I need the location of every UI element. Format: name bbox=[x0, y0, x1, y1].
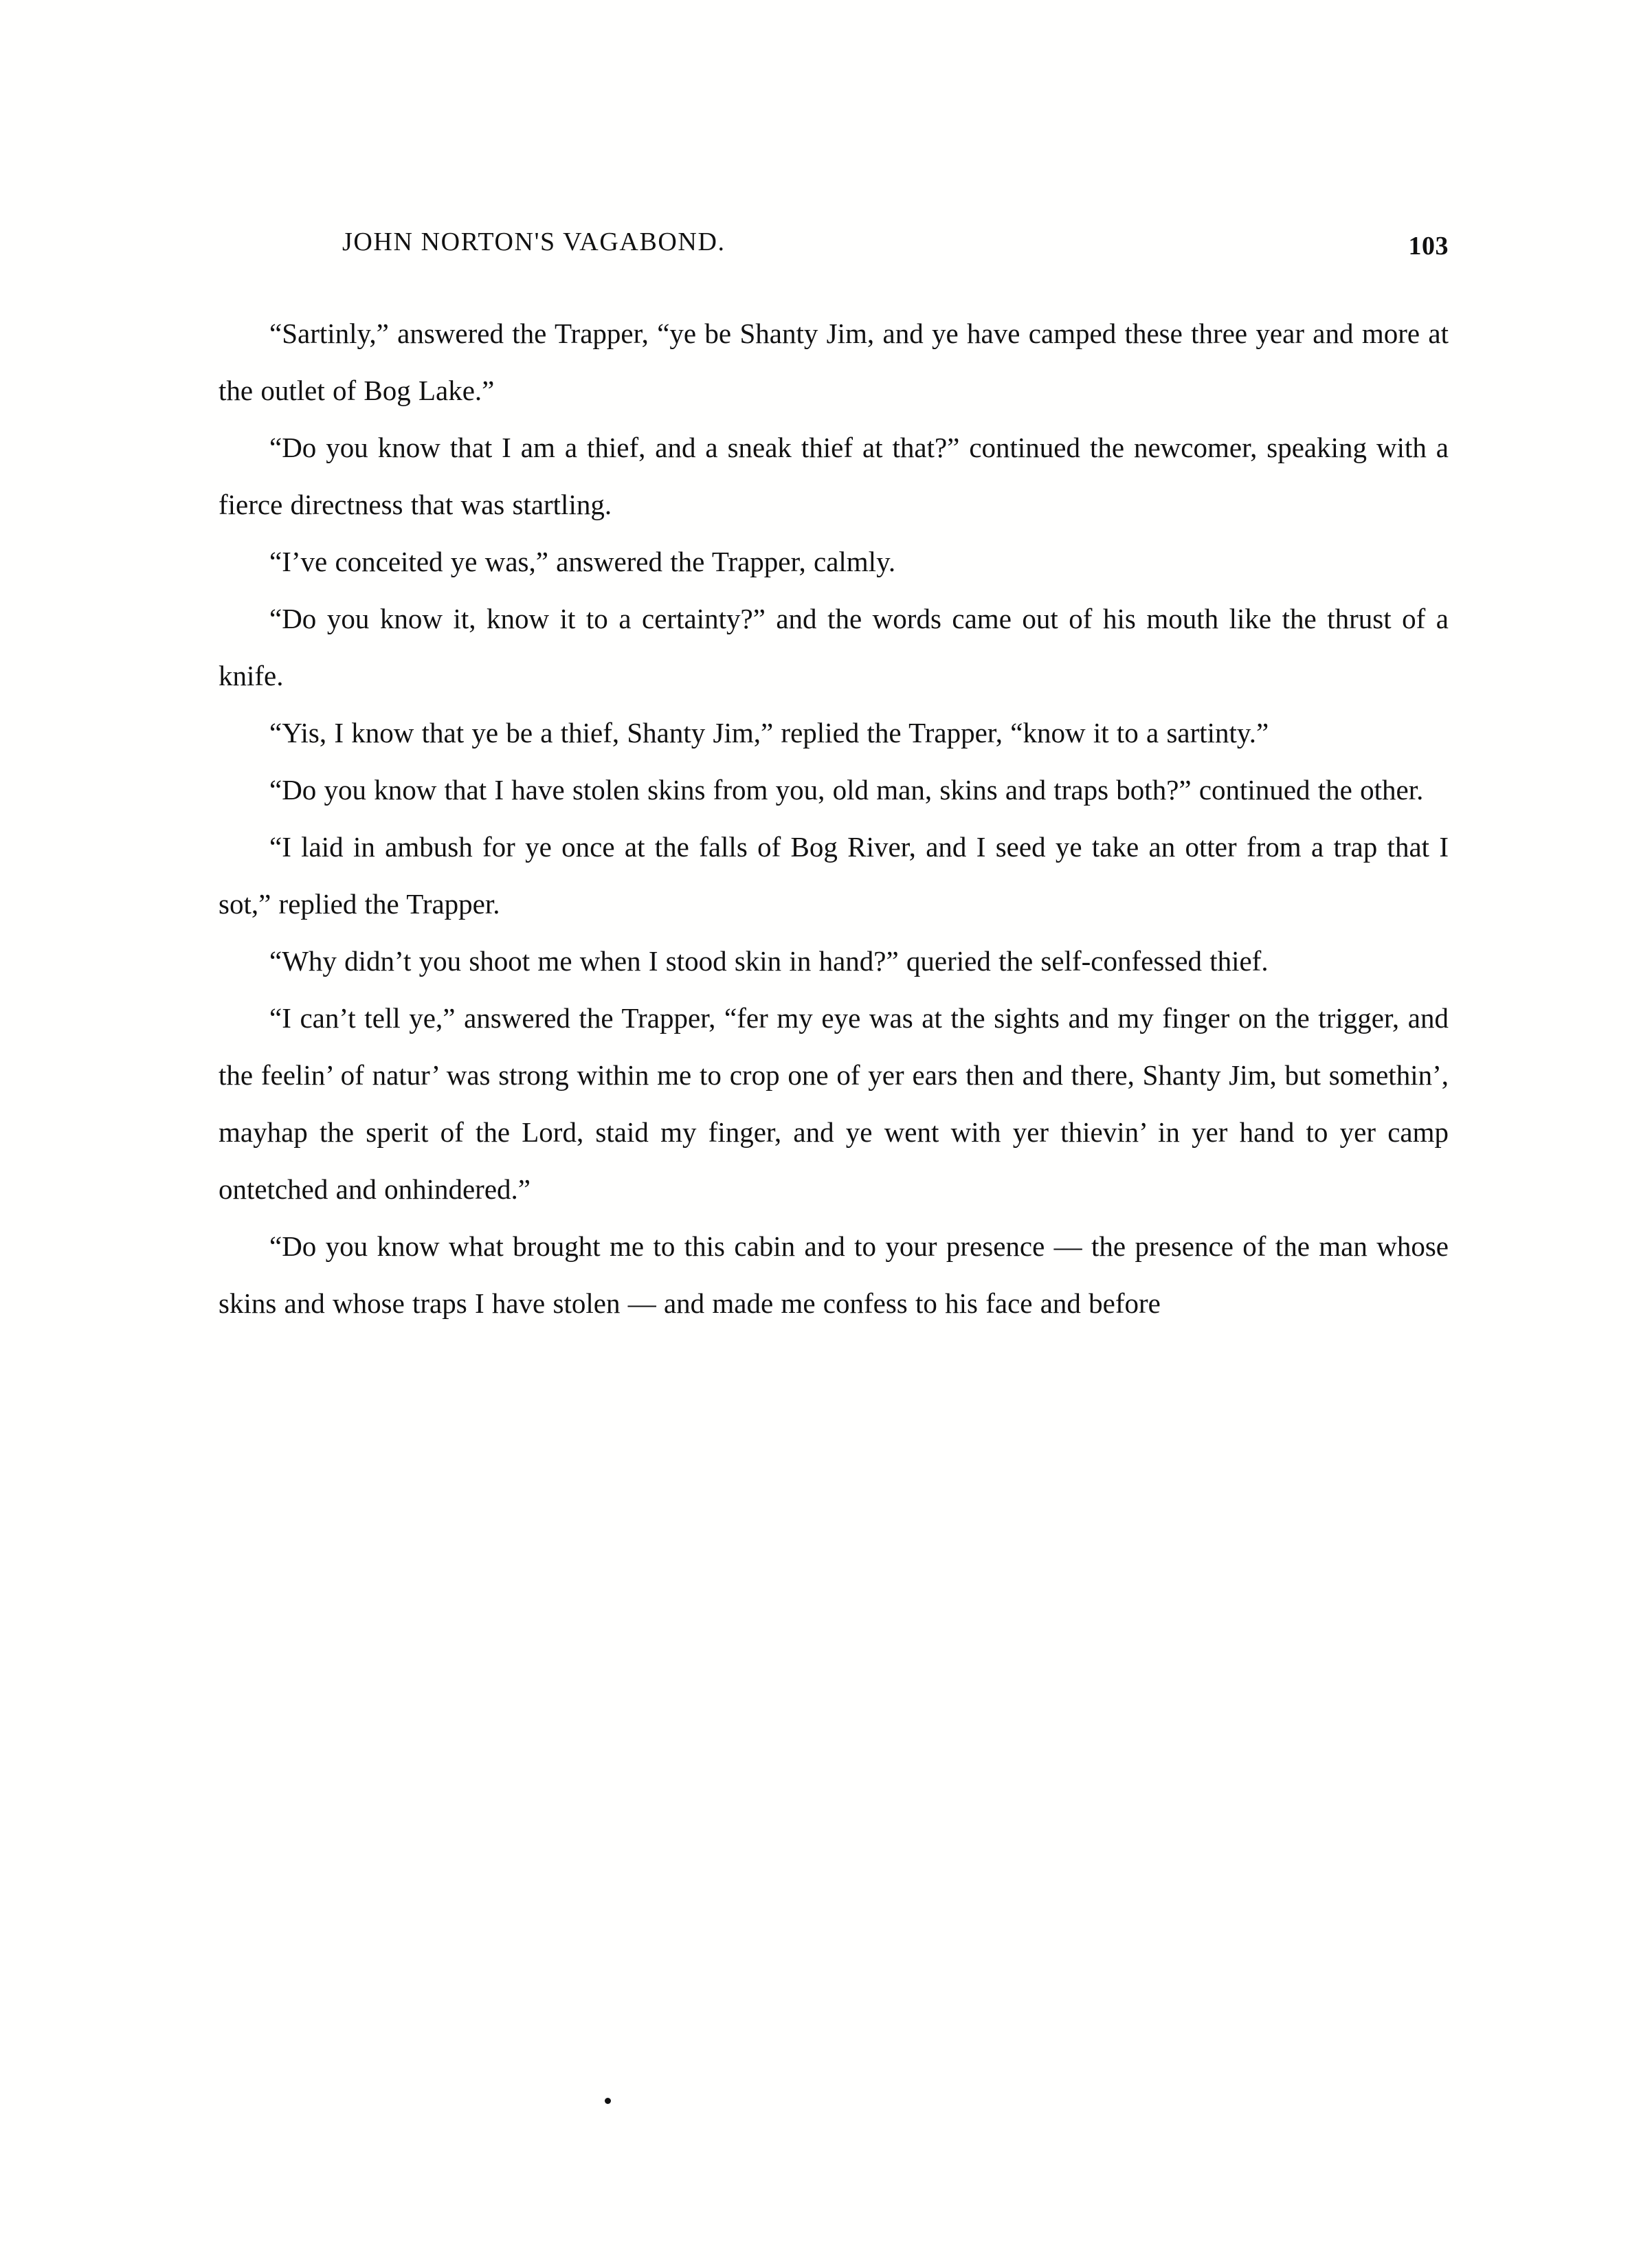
paragraph: “Do you know what brought me to this cabin and to your presence — the presence of the man whose skins and whose traps I have stolen — and made me confess to his face and before bbox=[219, 1230, 1449, 1319]
paragraph: “Do you know that I have stolen skins from you, old man, skins and traps both?” continued the other. bbox=[269, 774, 1424, 806]
page-number: 103 bbox=[1408, 232, 1449, 261]
paragraph: “I’ve conceited ye was,” answered the Trapper, calmly. bbox=[269, 546, 896, 577]
paragraph: “I can’t tell ye,” answered the Trapper, “fer my eye was at the sights and my finger on the trigger, and the feelin’ of natur’ was strong within me to crop one of yer ears then and there, Shanty Jim, but somethin’, mayhap the sperit of the Lord, staid my finger, and ye went with yer thievin’ in yer hand to yer camp ontetched and onhindered.” bbox=[219, 1002, 1449, 1205]
running-head: JOHN NORTON'S VAGABOND. bbox=[342, 228, 726, 256]
paragraph: “Why didn’t you shoot me when I stood skin in hand?” queried the self-confessed thief. bbox=[269, 945, 1269, 977]
paragraph: “Sartinly,” answered the Trapper, “ye be Shanty Jim, and ye have camped these three year and more at the outlet of Bog Lake.” bbox=[219, 318, 1449, 406]
paragraph: “Do you know it, know it to a certainty?” and the words came out of his mouth like the thrust of a knife. bbox=[219, 603, 1449, 691]
page-content bbox=[219, 227, 1449, 1332]
paragraph: “Do you know that I am a thief, and a sneak thief at that?” continued the newcomer, speaking with a fierce directness that was startling. bbox=[219, 432, 1449, 520]
page-header bbox=[219, 227, 1449, 268]
footer-mark bbox=[605, 2098, 611, 2104]
paragraph: “I laid in ambush for ye once at the falls of Bog River, and I seed ye take an otter from a trap that I sot,” replied the Trapper. bbox=[219, 831, 1449, 920]
paragraph: “Yis, I know that ye be a thief, Shanty Jim,” replied the Trapper, “know it to a sartinty.” bbox=[269, 717, 1269, 749]
